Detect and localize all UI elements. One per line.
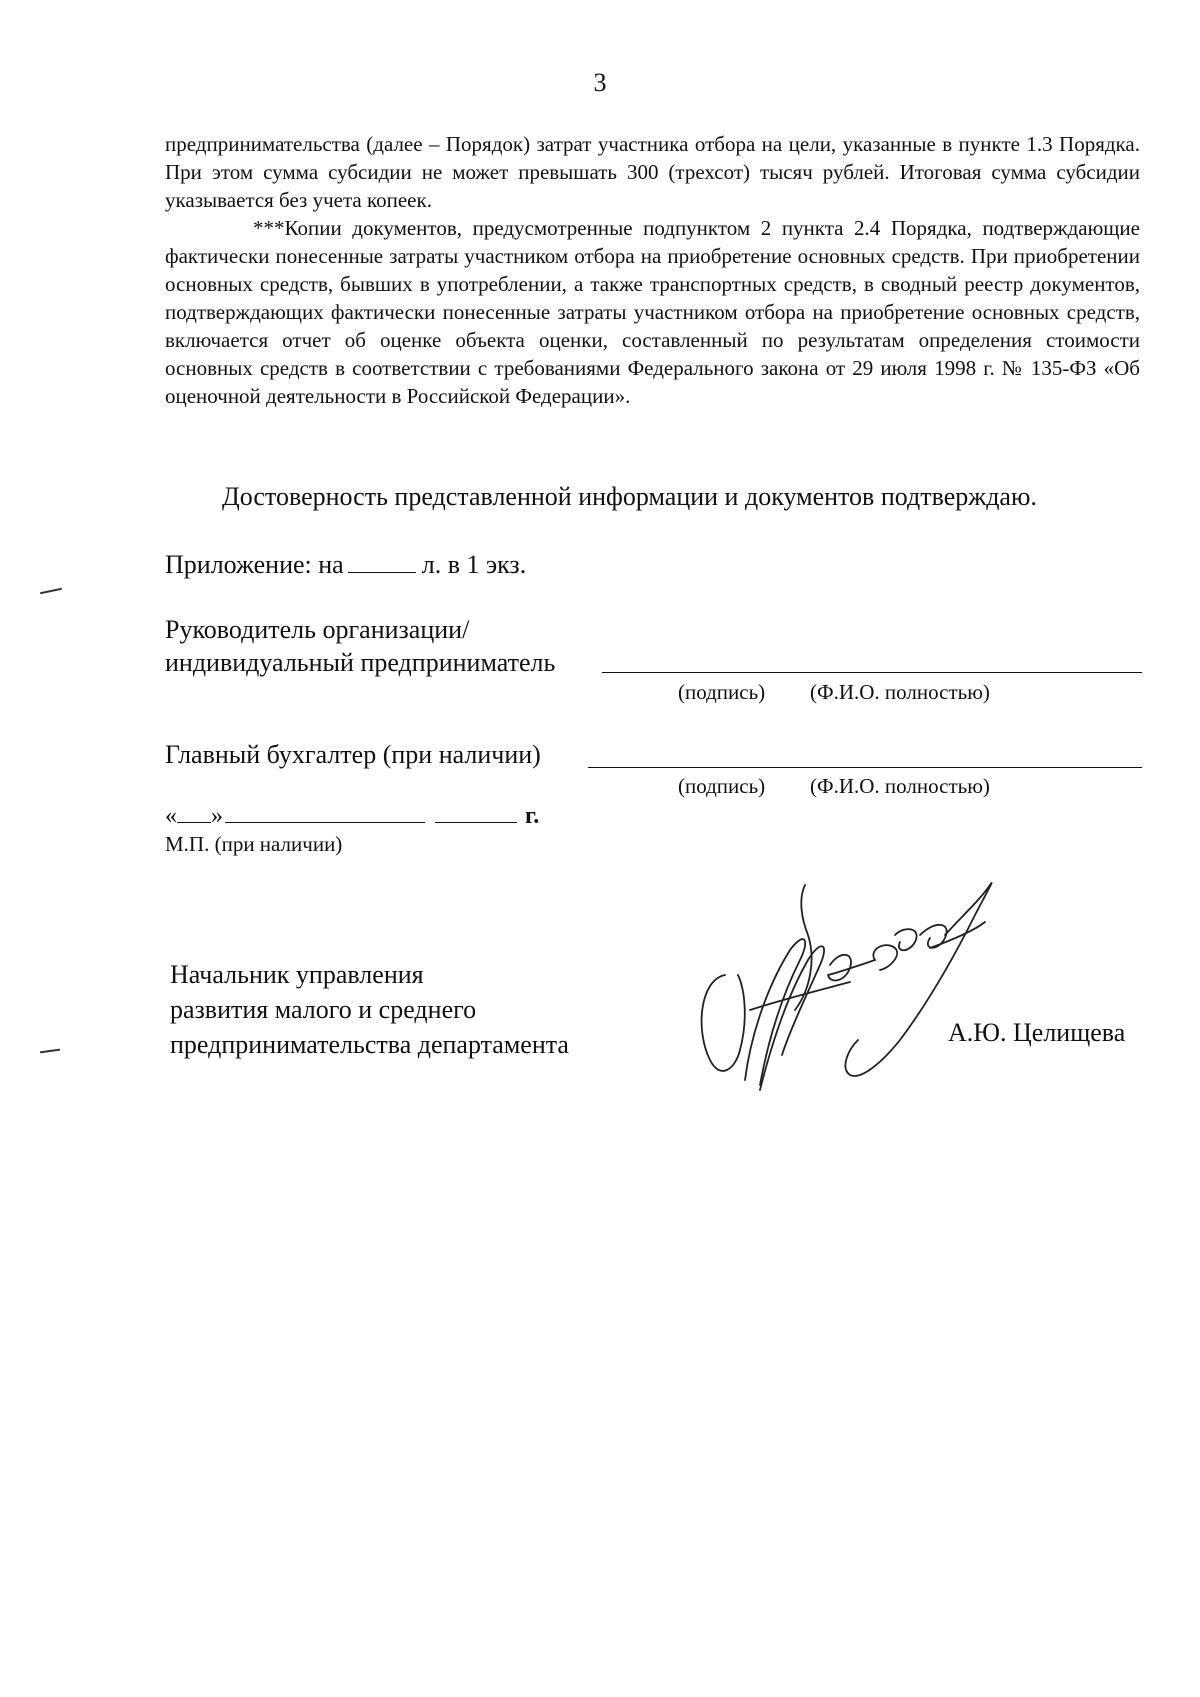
attachment-prefix: Приложение: на [165,550,344,579]
date-open-quote: « [165,803,177,829]
accountant-label: Главный бухгалтер (при наличии) [165,740,541,769]
date-close-quote: » [211,803,223,829]
accountant-caption-name: (Ф.И.О. полностью) [810,774,990,798]
accountant-signature-line [588,767,1142,768]
confirmation-statement: Достоверность представленной информации и документов подтверждаю. [222,482,1037,511]
attachment-suffix: л. в 1 экз. [421,550,527,579]
note-continuation: предпринимательства (далее – Порядок) затрат участника отбора на цели, указанные в пункте 1.3 Порядка. При этом сумма субсидии не может превышать 300 (трехсот) тысяч рублей. Итоговая сумма субсидии указывается без учета копеек. [165,132,1140,212]
day-blank [177,804,211,823]
note-documents: ***Копии документов, предусмотренные подпунктом 2 пункта 2.4 Порядка, подтверждающие фактически понесенные затраты участником отбора на приобретение основных средств. При приобретении основных средств, бывших в употреблении, а также транспортных средств, в сводный реестр документов, подтверждающих фактически понесенные затраты участником отбора на приобретение основных средств, включается отчет об оценке объекта оценки, составленный по результатам определения стоимости основных средств в соответствии с требованиями Федерального закона от 29 июля 1998 г. № 135-ФЗ «Об оценочной деятельности в Российской Федерации». [165,216,1140,408]
head-label-line2: индивидуальный предприниматель [165,648,556,677]
chief-title-line3: предпринимательства департамента [170,1030,569,1059]
page-number: 3 [593,68,607,97]
chief-title [170,957,569,1062]
month-blank [225,804,425,823]
head-caption-signature: (подпись) [678,680,766,704]
signer-name: А.Ю. Целищева [948,1018,1126,1047]
head-signature-line [602,672,1142,673]
seal-note: М.П. (при наличии) [165,832,343,856]
margin-mark-top [40,588,62,595]
margin-mark-bottom [40,1049,60,1054]
attachment-pages-blank [348,550,416,573]
head-caption-name: (Ф.И.О. полностью) [810,680,990,704]
year-blank [435,804,517,823]
handwritten-signature [690,880,1000,1095]
chief-title-line1: Начальник управления [170,960,424,989]
footnotes [165,130,1140,410]
date-row [165,803,539,830]
year-suffix: г. [525,803,540,829]
chief-title-line2: развития малого и среднего [170,995,477,1024]
accountant-caption-signature: (подпись) [678,774,766,798]
attachment-line [165,550,526,580]
head-label-line1: Руководитель организации/ [165,615,470,644]
